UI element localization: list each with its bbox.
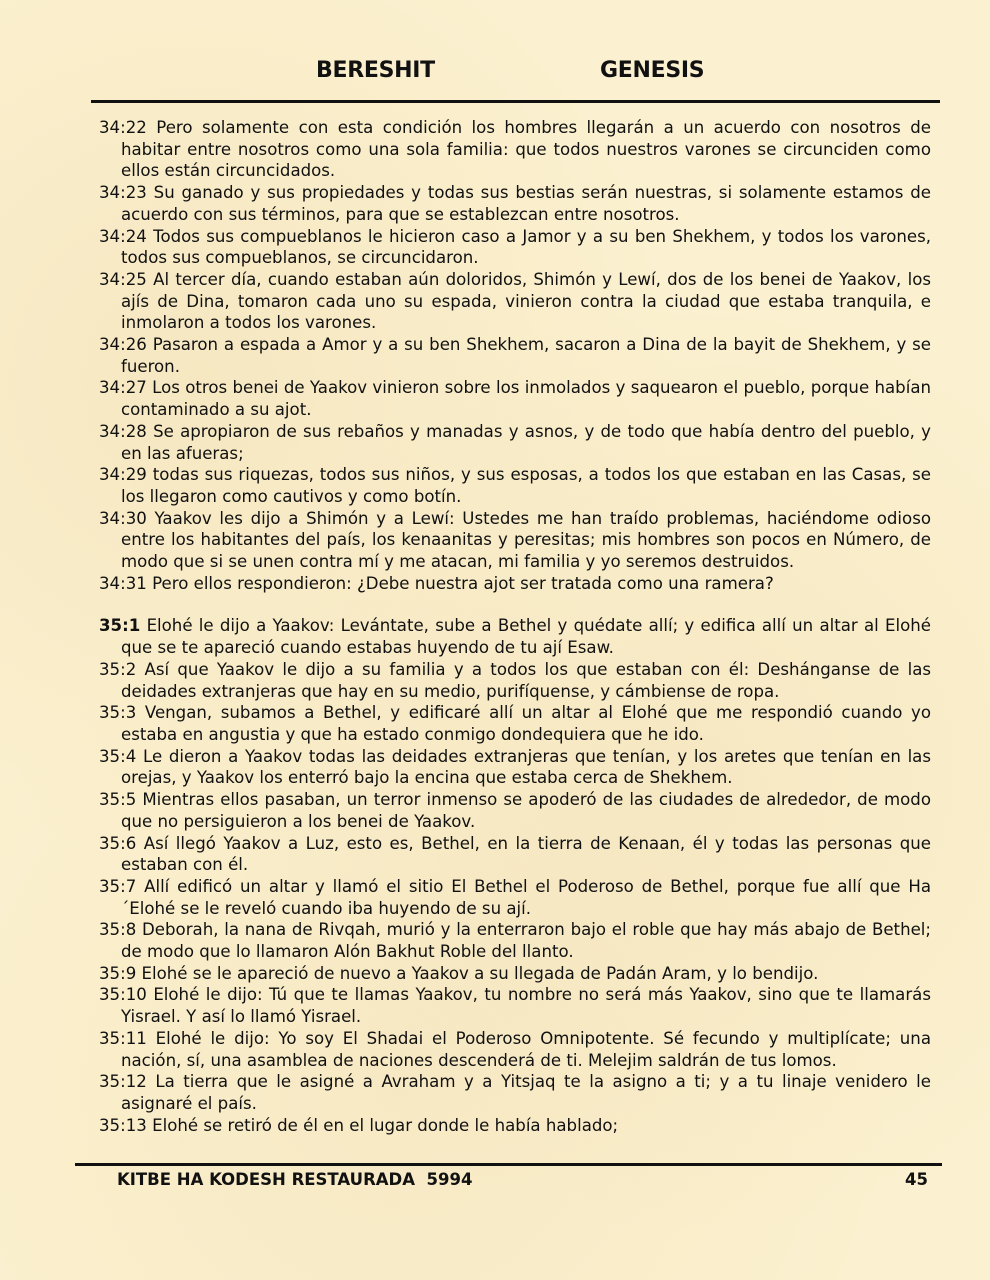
verse-text: Vengan, subamos a Bethel, y edificaré allí un altar al Elohé que me respondió cuando yo estaba en angustia y que ha estado conmigo dondequiera que he ido. (121, 703, 931, 744)
verse-reference: 35:6 (99, 833, 137, 853)
verse-reference: 35:12 (99, 1072, 147, 1092)
scripture-text (99, 117, 931, 1136)
verse (99, 876, 931, 919)
verse (99, 1071, 931, 1114)
verse-reference: 35:7 (99, 876, 137, 896)
verse-text: Elohé se retiró de él en el lugar donde le había hablado; (152, 1115, 619, 1135)
verse (99, 919, 931, 962)
verse-text: La tierra que le asigné a Avraham y a Yitsjaq te la asigno a ti; y a tu linaje venidero le asignaré el país. (121, 1072, 931, 1113)
footer-rule (75, 1163, 942, 1166)
verse-reference: 34:29 (99, 465, 147, 485)
verse-text: Pero ellos respondieron: ¿Debe nuestra ajot ser tratada como una ramera? (152, 573, 774, 593)
verse-reference: 35:13 (99, 1115, 147, 1135)
verse (99, 1028, 931, 1071)
verse (99, 377, 931, 420)
verse (99, 573, 931, 595)
page-number: 45 (905, 1170, 928, 1189)
verse-text: todas sus riquezas, todos sus niños, y sus esposas, a todos los que estaban en las Casas, se los llegaron como cautivos y como botín. (121, 465, 932, 506)
verse-reference: 35:11 (99, 1028, 147, 1048)
verse-text: Mientras ellos pasaban, un terror inmenso se apoderó de las ciudades de alrededor, de modo que no persiguieron a los benei de Yaakov. (121, 790, 931, 831)
verse (99, 789, 931, 832)
verse (99, 659, 931, 702)
verse-reference: 35:2 (99, 659, 137, 679)
verse-reference: 35:8 (99, 920, 137, 940)
verse-text: Deborah, la nana de Rivqah, murió y la enterraron bajo el roble que hay más abajo de Bethel; de modo que lo llamaron Alón Bakhut Roble del llanto. (121, 920, 931, 962)
verse (99, 833, 931, 876)
verse-reference: 34:22 (99, 118, 147, 137)
verse-reference: 34:30 (99, 508, 147, 528)
verse (99, 984, 931, 1027)
verse-reference: 35:3 (99, 703, 137, 723)
verse-text: Se apropiaron de sus rebaños y manadas y asnos, y de todo que había dentro del pueblo, y en las afueras; (121, 421, 931, 463)
verse-reference: 34:31 (99, 573, 147, 593)
verse-text: Así llegó Yaakov a Luz, esto es, Bethel, en la tierra de Kenaan, él y todas las personas que estaban con él. (121, 833, 931, 875)
header-title-spanish: GENESIS (600, 58, 705, 83)
verse-reference: 35:10 (99, 985, 147, 1005)
verse-reference: 35:5 (99, 790, 137, 810)
verse-text: Los otros benei de Yaakov vinieron sobre los inmolados y saquearon el pueblo, porque habían contaminado a su ajot. (121, 378, 931, 420)
verse-reference: 34:28 (99, 421, 147, 441)
verse-text: Elohé le dijo: Yo soy El Shadai el Poderoso Omnipotente. Sé fecundo y multiplícate; una nación, sí, una asamblea de naciones descenderá de ti. Melejim saldrán de tus lomos. (121, 1028, 931, 1070)
verse-reference: 34:25 (99, 269, 147, 289)
verse-reference: 35:9 (99, 963, 137, 983)
verse (99, 421, 931, 464)
verse-text: Elohé se le apareció de nuevo a Yaakov a su llegada de Padán Aram, y lo bendijo. (141, 963, 819, 983)
chapter-34-verses (99, 117, 931, 594)
running-header (0, 58, 990, 90)
verse-reference: 35:1 (99, 616, 141, 636)
verse-reference: 35:4 (99, 746, 137, 766)
verse (99, 615, 931, 658)
verse-text: Allí edificó un altar y llamó el sitio El Bethel el Poderoso de Bethel, porque fue allí que Ha´Elohé se le reveló cuando iba huyendo de su ají. (121, 876, 931, 918)
verse-text: Elohé le dijo: Tú que te llamas Yaakov, tu nombre no será más Yaakov, sino que te llamarás Yisrael. Y así lo llamó Yisrael. (121, 985, 931, 1027)
verse (99, 746, 931, 789)
header-rule (91, 100, 940, 103)
verse-text: Al tercer día, cuando estaban aún doloridos, Shimón y Lewí, dos de los benei de Yaakov, los ajís de Dina, tomaron cada uno su espada, vinieron contra la ciudad que estaba tranquila, e inmolaron a todos los varones. (121, 269, 931, 333)
verse-text: Así que Yaakov le dijo a su familia y a todos los que estaban con él: Deshánganse de las deidades extranjeras que hay en su medio, purifíquense, y cámbiense de ropa. (121, 659, 932, 701)
verse (99, 182, 931, 225)
verse-text: Yaakov les dijo a Shimón y a Lewí: Ustedes me han traído problemas, haciéndome odioso entre los habitantes del país, los kenaanitas y peresitas; mis hombres son pocos en Número, de modo que si se unen contra mí y me atacan, mi familia y yo seremos destruidos. (121, 508, 931, 572)
verse-reference: 34:24 (99, 226, 147, 246)
header-title-hebrew: BERESHIT (316, 58, 435, 83)
verse (99, 269, 931, 334)
verse (99, 1115, 931, 1137)
verse-text: Su ganado y sus propiedades y todas sus bestias serán nuestras, si solamente estamos de acuerdo con sus términos, para que se establezcan entre nosotros. (121, 183, 931, 224)
verse-text: Todos sus compueblanos le hicieron caso a Jamor y a su ben Shekhem, y todos los varones, todos sus compueblanos, se circuncidaron. (121, 226, 931, 268)
verse (99, 117, 931, 182)
verse-reference: 34:27 (99, 378, 147, 398)
chapter-35-verses (99, 615, 931, 1136)
verse-text: Le dieron a Yaakov todas las deidades extranjeras que tenían, y los aretes que tenían en las orejas, y Yaakov los enterró bajo la encina que estaba cerca de Shekhem. (121, 746, 932, 788)
chapter-break (99, 594, 931, 615)
verse (99, 334, 931, 377)
verse-reference: 34:26 (99, 335, 147, 355)
verse (99, 226, 931, 269)
verse-text: Elohé le dijo a Yaakov: Levántate, sube a Bethel y quédate allí; y edifica allí un altar al Elohé que se te apareció cuando estabas huyendo de tu ají Esaw. (121, 616, 932, 658)
verse-text: Pero solamente con esta condición los hombres llegarán a un acuerdo con nosotros de habitar entre nosotros como una sola familia: que todos nuestros varones se circunciden como ellos están circuncidados. (121, 118, 932, 181)
verse (99, 702, 931, 745)
footer-title: KITBE HA KODESH RESTAURADA 5994 (117, 1170, 473, 1189)
verse-text: Pasaron a espada a Amor y a su ben Shekhem, sacaron a Dina de la bayit de Shekhem, y se fueron. (121, 335, 931, 376)
verse-reference: 34:23 (99, 183, 147, 203)
verse (99, 963, 931, 985)
verse (99, 508, 931, 573)
verse (99, 464, 931, 507)
